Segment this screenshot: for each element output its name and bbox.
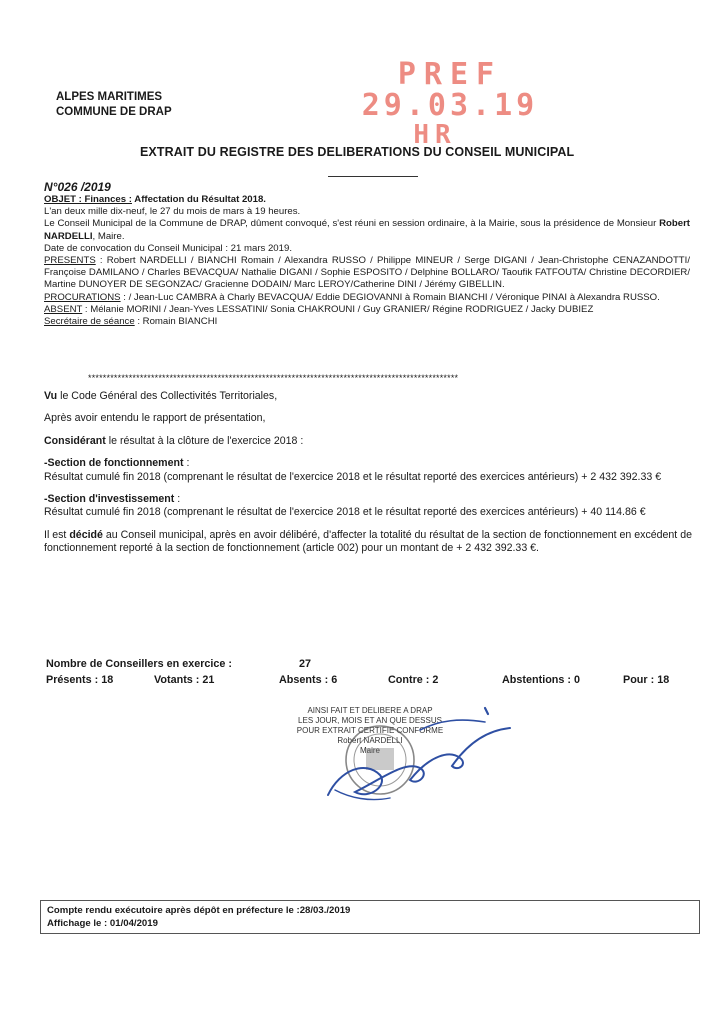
intro-date-line: L'an deux mille dix-neuf, le 27 du mois de mars à 19 heures.: [44, 206, 301, 218]
object-line: [44, 194, 690, 206]
procurations-list: [44, 292, 690, 304]
intro-session-text: Le Conseil Municipal de la Commune de DRAP, dûment convoqué, s'est réuni en session ordinaire, à la Mairie, sous la présidence de Monsieur: [44, 218, 660, 230]
presents-text: : Robert NARDELLI / BIANCHI Romain / Alexandra RUSSO / Philippe MINEUR / Serge DIGANI / Jean-Christophe CENAZANDOTTI/ Françoise DAMILANO / Charles BEVACQUA/ Nathalie DIGANI / Sophie ESPOSITO / Delphine BOLLARO/ Taoufik FATFOUTA/ Christine DECORDIER/ Martine DUNOYER DE SEGONZAC/ Gracienne DODAIN/ Marc LEROY/Catherine DINI / Jérémy GIBELLIN.: [44, 255, 690, 291]
section-fonctionnement: [44, 457, 692, 484]
signature-line-1: AINSI FAIT ET DELIBERE A DRAP: [307, 706, 433, 715]
presents-label: PRESENTS: [44, 255, 96, 267]
fonctionnement-colon: :: [183, 457, 190, 470]
vu-line: [44, 390, 692, 403]
stamp-line-3: HR: [413, 120, 457, 150]
votes-votants: Votants : 21: [154, 674, 215, 686]
secretary-label: Secrétaire de séance: [44, 316, 135, 328]
section-investissement: [44, 493, 692, 520]
deliberation-number: N°026 /2019: [44, 180, 111, 194]
signature-line-2: LES JOUR, MOIS ET AN QUE DESSUS: [298, 716, 442, 725]
apres-line: Après avoir entendu le rapport de présentation,: [44, 412, 266, 425]
votes-absents: Absents : 6: [279, 674, 338, 686]
vu-bold: Vu: [44, 390, 58, 402]
convocation-date: Date de convocation du Conseil Municipal : 21 mars 2019.: [44, 242, 292, 254]
deliberation-body: [44, 390, 692, 556]
investissement-text: Résultat cumulé fin 2018 (comprenant le résultat de l'exercice 2018 et le résultat reporté des exercices antérieurs) + 40 114.86 €: [44, 506, 646, 519]
considerant-text: le résultat à la clôture de l'exercice 2018 :: [105, 434, 304, 447]
decision-paragraph: [44, 529, 692, 556]
footer-affichage: Affichage le : 01/04/2019: [47, 918, 158, 929]
intro-session-line: [44, 218, 690, 242]
signature-line-3: POUR EXTRAIT CERTIFIE CONFORME: [296, 726, 444, 735]
document-title: EXTRAIT DU REGISTRE DES DELIBERATIONS DU CONSEIL MUNICIPAL: [140, 145, 575, 159]
conseillers-value: 27: [299, 658, 312, 670]
vu-text: le Code Général des Collectivités Territoriales,: [57, 390, 278, 402]
decision-pre: Il est: [44, 528, 70, 541]
footer-executoire: Compte rendu exécutoire après dépôt en préfecture le :28/03./2019: [47, 905, 351, 916]
object-text: Affectation du Résultat 2018.: [131, 194, 266, 205]
title-underline: [328, 176, 418, 177]
considerant-line: [44, 435, 692, 448]
signature-seal-icon: [310, 700, 530, 810]
star-separator: ****************************************************************************************************: [88, 373, 459, 383]
secretary-line: [44, 316, 690, 328]
votes-pour: Pour : 18: [623, 674, 670, 686]
mayor-name: Robert NARDELLI: [44, 218, 690, 242]
object-label: OBJET : Finances :: [44, 194, 132, 205]
fonctionnement-heading: -Section de fonctionnement: [44, 457, 184, 470]
absent-list: [44, 304, 690, 316]
decision-text: au Conseil municipal, après en avoir délibéré, d'affecter la totalité du résultat de la section de fonctionnement en excédent de fonctionnement reporté à la section de fonctionnement (article 002) pour un montant de + 2 432 392.33 €.: [44, 528, 692, 555]
footer-box: [40, 900, 700, 934]
region-name: ALPES MARITIMES: [56, 91, 163, 103]
conseillers-label: Nombre de Conseillers en exercice :: [46, 658, 233, 670]
votes-abstentions: Abstentions : 0: [502, 674, 580, 686]
prefecture-stamp: [330, 57, 570, 150]
commune-header: [56, 90, 172, 120]
stamp-line-2: 29.03.19: [361, 88, 539, 123]
considerant-bold: Considérant: [44, 434, 106, 447]
absent-text: : Mélanie MORINI / Jean-Yves LESSATINI/ Sonia CHAKROUNI / Guy GRANIER/ Régine RODRIGUEZ / Jacky DUBIEZ: [82, 303, 594, 315]
votes-presents: Présents : 18: [46, 674, 114, 686]
secretary-text: : Romain BIANCHI: [134, 316, 218, 328]
presents-list: [44, 255, 690, 292]
absent-label: ABSENT: [44, 303, 83, 315]
investissement-colon: :: [174, 493, 181, 506]
decision-bold: décidé: [69, 528, 103, 541]
investissement-heading: -Section d'investissement: [44, 493, 175, 506]
commune-name: COMMUNE DE DRAP: [56, 106, 172, 118]
intro-session-end: , Maire.: [92, 230, 125, 242]
stamp-line-1: PREF: [397, 57, 503, 92]
procurations-text: : / Jean-Luc CAMBRA à Charly BEVACQUA/ Eddie DEGIOVANNI à Romain BIANCHI / Véronique PINAI à Alexandra RUSSO.: [120, 291, 660, 303]
procurations-label: PROCURATIONS: [44, 291, 121, 303]
session-details: [44, 194, 690, 328]
signature-line-5: Maire: [359, 746, 380, 755]
fonctionnement-text: Résultat cumulé fin 2018 (comprenant le résultat de l'exercice 2018 et le résultat reporté des exercices antérieurs) + 2 432 392.33 €: [44, 470, 662, 483]
votes-contre: Contre : 2: [388, 674, 439, 686]
signature-line-4: Robert NARDELLI: [337, 736, 403, 745]
